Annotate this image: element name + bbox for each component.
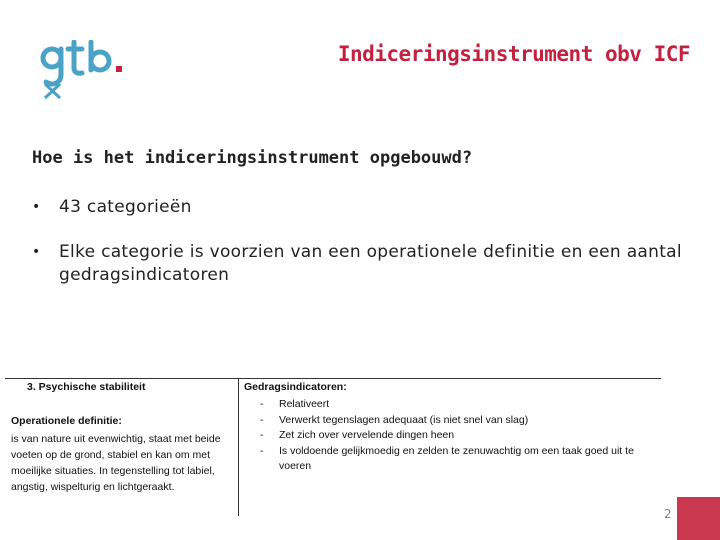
table-column-divider bbox=[238, 378, 239, 516]
example-category-image bbox=[5, 378, 661, 518]
bullet-text: 43 categorieën bbox=[59, 197, 192, 217]
definition-heading: Operationele definitie: bbox=[11, 415, 122, 427]
page-number-box bbox=[677, 497, 720, 540]
definition-text: is van nature uit evenwichtig, staat met beide voeten op de grond, stabiel en kan om met moeilijke situaties. In tegenstelling tot labiel, angstig, wispelturig en lichtgeraakt. bbox=[11, 433, 221, 493]
slide-title: Indiceringsinstrument obv ICF bbox=[337, 42, 690, 66]
page-number: 2 bbox=[664, 507, 672, 521]
indicator-item: - Zet zich over vervelende dingen heen bbox=[260, 428, 660, 444]
gtb-logo bbox=[40, 40, 130, 100]
bullet-item bbox=[32, 196, 692, 219]
bullet-list bbox=[32, 196, 692, 309]
indicator-list bbox=[260, 397, 660, 475]
bullet-dot: • bbox=[32, 199, 41, 215]
indicators-heading: Gedragsindicatoren: bbox=[244, 381, 347, 393]
bullet-item bbox=[32, 241, 692, 287]
category-heading: 3. Psychische stabiliteit bbox=[27, 381, 146, 393]
indicator-item: - Relativeert bbox=[260, 397, 660, 413]
bullet-text: Elke categorie is voorzien van een operationele definitie en een aantal gedragsindicatoren bbox=[59, 242, 682, 285]
slide-subtitle: Hoe is het indiceringsinstrument opgebouwd? bbox=[32, 148, 473, 168]
indicator-item: - Is voldoende gelijkmoedig en zelden te zenuwachtig om een taak goed uit te voeren bbox=[260, 444, 660, 475]
bullet-dot: • bbox=[32, 244, 41, 260]
indicator-item: - Verwerkt tegenslagen adequaat (is niet snel van slag) bbox=[260, 413, 660, 429]
table-top-border bbox=[5, 378, 661, 379]
